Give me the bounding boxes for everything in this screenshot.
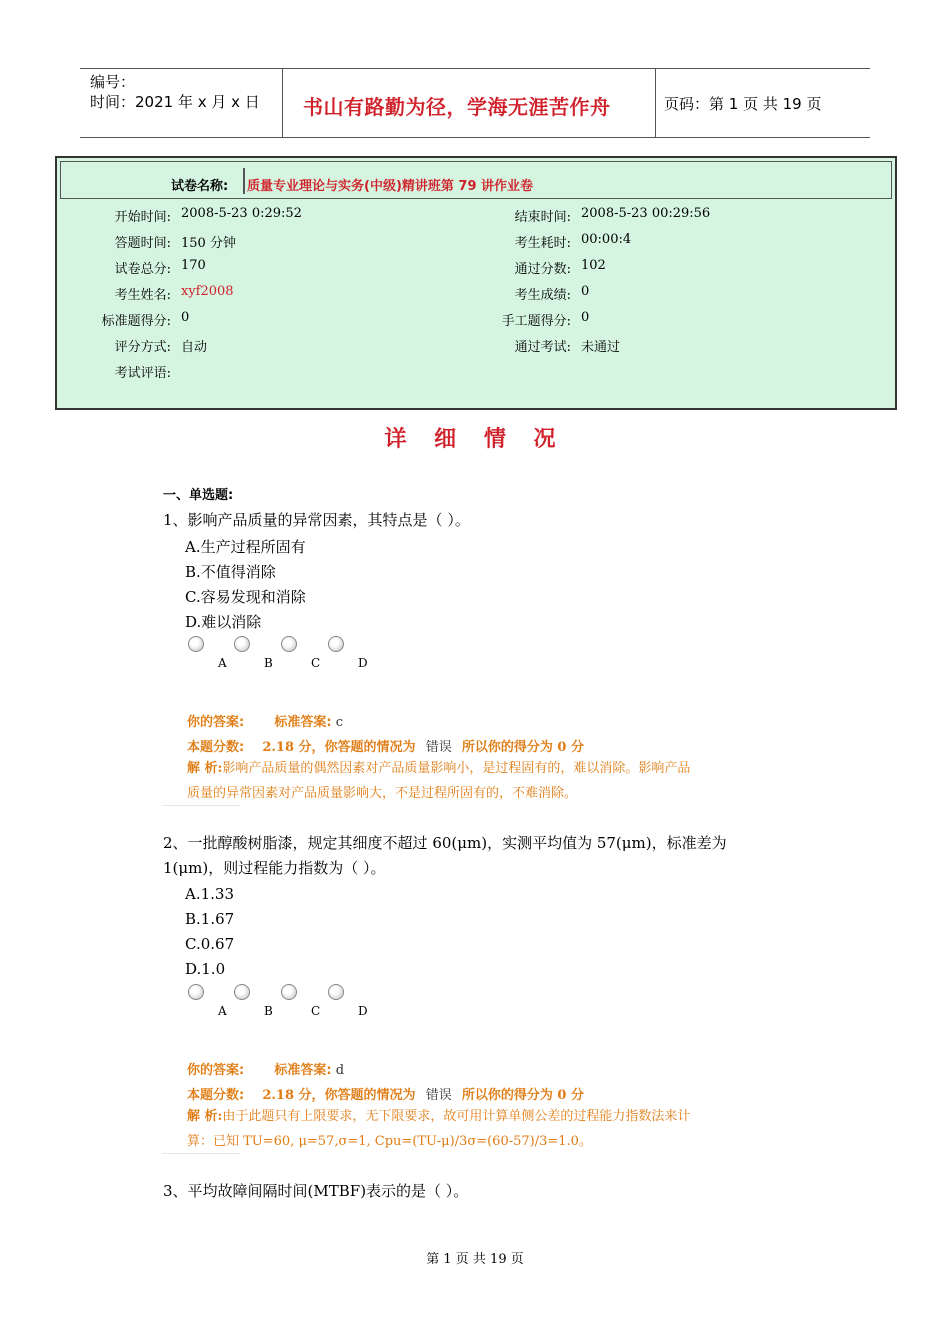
score-text: 2.18 分，你答题的情况为 [262, 1088, 416, 1103]
info-value: 150 分钟 [181, 236, 236, 251]
result-text: 错误 [425, 740, 452, 755]
score-text: 2.18 分，你答题的情况为 [262, 740, 416, 755]
exam-info-panel [55, 156, 897, 410]
question-1-radio-group [186, 636, 386, 676]
question-1-answer-row [187, 711, 343, 730]
question-2-radio-group [186, 984, 386, 1024]
question-1-text: 1、影响产品质量的异常因素，其特点是（ ）。 [163, 511, 470, 529]
radio-label-c: C [311, 1004, 321, 1018]
radio-label-a: A [218, 656, 227, 670]
question-2-answer-row [187, 1059, 344, 1078]
question-2-option-c: C.0.67 [185, 935, 235, 953]
radio-d[interactable] [328, 984, 344, 1000]
info-value: 2008-5-23 00:29:56 [581, 206, 711, 221]
radio-b[interactable] [234, 984, 250, 1000]
info-value: 0 [581, 310, 590, 325]
score-label: 本题分数: [187, 740, 245, 755]
question-2-line-2: 1(μm)，则过程能力指数为（ ）。 [163, 859, 386, 877]
info-value: 自动 [181, 340, 208, 355]
info-key: 考生耗时: [514, 236, 571, 251]
question-1-option-a: A.生产过程所固有 [185, 538, 306, 556]
radio-b[interactable] [234, 636, 250, 652]
radio-label-c: C [311, 656, 321, 670]
info-key: 答题时间: [114, 236, 171, 251]
question-2-line-1: 2、一批醇酸树脂漆，规定其细度不超过 60(μm)，实测平均值为 57(μm)，标准差为 [163, 834, 727, 852]
info-value: 未通过 [581, 340, 621, 355]
explain-label: 解 析: [187, 1109, 223, 1124]
question-2-score-row [187, 1084, 584, 1103]
candidate-name-link[interactable]: xyf2008 [181, 284, 234, 299]
info-key: 考试评语: [114, 366, 171, 381]
details-title: 详 细 情 况 [384, 427, 566, 452]
radio-c[interactable] [281, 636, 297, 652]
question-1-option-c: C.容易发现和消除 [185, 588, 306, 606]
exam-name-divider [243, 168, 245, 194]
radio-label-d: D [358, 656, 368, 670]
explain-line-1: 影响产品质量的偶然因素对产品质量影响小，是过程固有的，难以消除。影响产品 [222, 761, 691, 776]
info-key: 通过分数: [514, 262, 571, 277]
explain-line-2: 质量的异常因素对产品质量影响大，不是过程所固有的，不难消除。 [187, 786, 578, 801]
document-header [80, 68, 870, 138]
info-key: 标准题得分: [101, 314, 171, 329]
radio-label-a: A [218, 1004, 227, 1018]
info-value: 2008-5-23 0:29:52 [181, 206, 302, 221]
info-key: 结束时间: [514, 210, 571, 225]
info-key: 通过考试: [514, 340, 571, 355]
question-1-option-d: D.难以消除 [185, 613, 262, 631]
info-value: 102 [581, 258, 606, 273]
radio-c[interactable] [281, 984, 297, 1000]
info-value: 170 [181, 258, 206, 273]
question-2-option-a: A.1.33 [185, 885, 234, 903]
question-2-explanation [187, 1104, 787, 1154]
header-motto-cell [282, 69, 656, 137]
page-footer: 第 1 页 共 19 页 [426, 1252, 524, 1267]
header-meta [80, 69, 280, 137]
question-1-explanation [187, 756, 787, 806]
standard-answer-label: 标准答案: [274, 715, 332, 730]
points-text: 所以你的得分为 0 分 [461, 1088, 584, 1103]
question-1-option-b: B.不值得消除 [185, 563, 276, 581]
radio-a[interactable] [188, 984, 204, 1000]
explain-line-2: 算：已知 TU=60, μ=57,σ=1, Cpu=(TU-μ)/3σ=(60-57)/3=1.0。 [187, 1134, 592, 1149]
info-key: 评分方式: [114, 340, 171, 355]
points-text: 所以你的得分为 0 分 [461, 740, 584, 755]
info-key: 考生姓名: [114, 288, 171, 303]
info-key: 试卷总分: [114, 262, 171, 277]
radio-label-b: B [264, 1004, 273, 1018]
info-value: 0 [181, 310, 190, 325]
info-value: 00:00:4 [581, 232, 632, 247]
motto: 书山有路勤为径，学海无涯苦作舟 [303, 95, 611, 119]
explain-line-1: 由于此题只有上限要求，无下限要求，故可用计算单侧公差的过程能力指数法来计 [222, 1109, 691, 1124]
number-label: 编号： [90, 73, 136, 91]
question-2-option-b: B.1.67 [185, 910, 235, 928]
question-divider [162, 805, 240, 806]
your-answer-label: 你的答案: [187, 1063, 245, 1078]
info-key: 手工题得分: [501, 314, 571, 329]
question-3-text: 3、平均故障间隔时间(MTBF)表示的是（ ）。 [163, 1182, 469, 1200]
result-text: 错误 [425, 1088, 452, 1103]
section-heading: 一、单选题: [163, 488, 234, 503]
standard-answer-value: c [335, 715, 343, 730]
question-1-score-row [187, 736, 584, 755]
question-divider [162, 1153, 240, 1154]
radio-a[interactable] [188, 636, 204, 652]
standard-answer-label: 标准答案: [274, 1063, 332, 1078]
page-info: 页码：第 1 页 共 19 页 [664, 95, 822, 113]
exam-name-label: 试卷名称: [171, 179, 229, 194]
info-key: 考生成绩: [514, 288, 571, 303]
score-label: 本题分数: [187, 1088, 245, 1103]
exam-name-row [60, 161, 892, 199]
info-key: 开始时间: [114, 210, 171, 225]
exam-name-value: 质量专业理论与实务(中级)精讲班第 79 讲作业卷 [247, 179, 534, 194]
question-2-option-d: D.1.0 [185, 960, 226, 978]
standard-answer-value: d [335, 1063, 345, 1078]
explain-label: 解 析: [187, 761, 223, 776]
radio-label-d: D [358, 1004, 368, 1018]
radio-label-b: B [264, 656, 273, 670]
time-label: 时间：2021 年 x 月 x 日 [90, 93, 260, 111]
question-2-text [163, 831, 763, 881]
radio-d[interactable] [328, 636, 344, 652]
your-answer-label: 你的答案: [187, 715, 245, 730]
info-value: 0 [581, 284, 590, 299]
